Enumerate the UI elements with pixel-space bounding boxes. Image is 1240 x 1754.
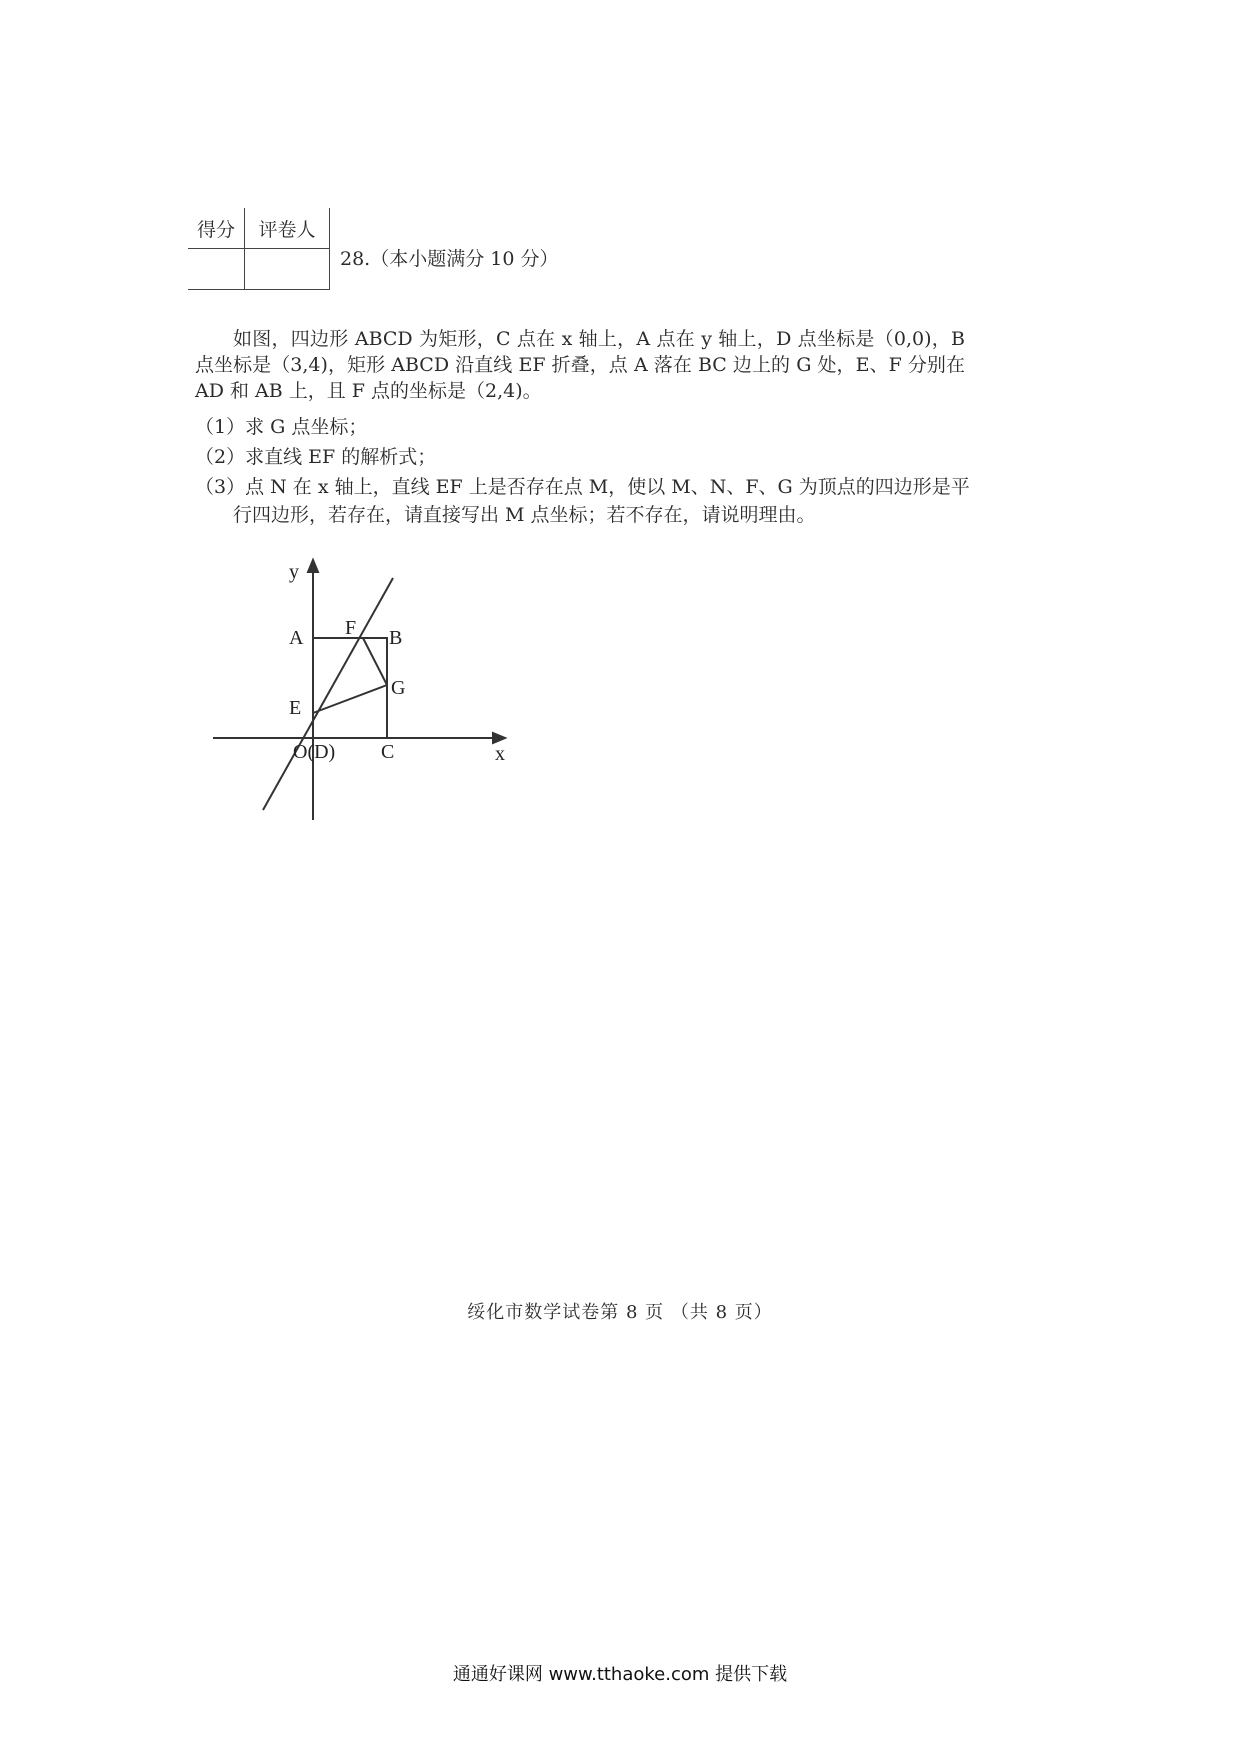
score-table xyxy=(188,208,330,290)
label-g: G xyxy=(391,677,406,699)
grader-header: 评卷人 xyxy=(245,208,330,249)
y-axis-arrow-icon xyxy=(308,560,318,572)
grader-cell xyxy=(245,249,330,290)
label-a: A xyxy=(289,627,304,649)
question-part-3-line1: （3）点 N 在 x 轴上，直线 EF 上是否存在点 M，使以 M、N、F、G 为顶点的四边形是平 xyxy=(195,476,970,498)
label-e: E xyxy=(289,697,302,719)
label-f: F xyxy=(345,617,357,639)
label-c: C xyxy=(381,741,395,763)
label-origin: O(D) xyxy=(293,741,336,763)
question-title: 28.（本小题满分 10 分） xyxy=(340,248,559,270)
line-ef xyxy=(263,578,393,810)
page-footer: 绥化市数学试卷第 8 页 （共 8 页） xyxy=(467,1302,773,1323)
geometry-figure xyxy=(205,550,515,830)
question-part-3-line2: 行四边形，若存在，请直接写出 M 点坐标；若不存在，请说明理由。 xyxy=(233,504,816,526)
download-watermark: 通通好课网 www.tthaoke.com 提供下载 xyxy=(452,1664,788,1685)
label-b: B xyxy=(389,627,403,649)
segment-fg xyxy=(363,638,387,685)
label-x: x xyxy=(495,743,505,765)
problem-intro: 如图，四边形 ABCD 为矩形，C 点在 x 轴上，A 点在 y 轴上，D 点坐标是（0,0)，B 点坐标是（3,4)，矩形 ABCD 沿直线 EF 折叠，点 A 落在 BC 边上的 G 处，E、F 分别在 AD 和 AB 上，且 F 点的坐标是（2,4)。 xyxy=(195,328,965,402)
score-header: 得分 xyxy=(188,208,245,249)
x-axis-arrow-icon xyxy=(493,733,505,743)
question-part-2: （2）求直线 EF 的解析式； xyxy=(195,446,437,468)
score-cell xyxy=(188,249,245,290)
question-part-1: （1）求 G 点坐标； xyxy=(195,416,368,438)
label-y: y xyxy=(289,561,299,583)
